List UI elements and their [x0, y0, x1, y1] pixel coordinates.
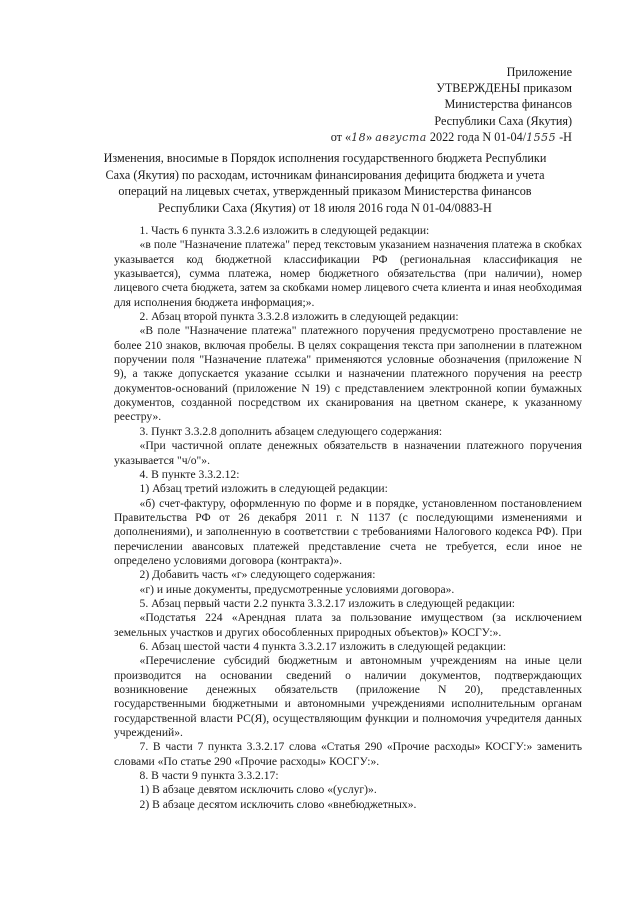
paragraph: 2) В абзаце десятом исключить слово «внебюджетных». — [139, 797, 417, 811]
approval-header — [252, 64, 572, 146]
paragraph: «в поле "Назначение платежа" перед текстовым указанием назначения платежа в скобках указывается код бюджетной классификации РФ (региональная классификация не указывается), сумма платежа, номер бюджетного обязательства (при наличии), номер лицевого счета бюджета, затем за скобками номер лицевого счета клиента и иная необходимая для исполнения бюджета информация;». — [114, 238, 582, 309]
paragraph: «г) и иные документы, предусмотренные условиями договора». — [139, 582, 455, 596]
paragraph: «б) счет-фактуру, оформленную по форме и в порядке, установленном постановлением Правительства РФ от 26 декабря 2011 г. N 1137 (с последующими изменениями и дополнениями), и заполненную в соответствии с требованиями Налогового кодекса РФ). При перечислении авансовых платежей представление счета не требуется, если иное не определено условиями договора (контракта)». — [114, 496, 582, 567]
header-date-line — [252, 129, 572, 146]
paragraph: 2) Добавить часть «г» следующего содержания: — [139, 568, 376, 582]
paragraph: 5. Абзац первый части 2.2 пункта 3.3.2.17 изложить в следующей редакции: — [139, 596, 516, 610]
paragraph: «Подстатья 224 «Арендная плата за пользование имуществом (за исключением земельных участков и других обособленных природных объектов)» КОСГУ:». — [114, 611, 582, 639]
date-mid: » — [366, 129, 376, 144]
paragraph: «При частичной оплате денежных обязательств в назначении платежного поручения указывается "ч/о"». — [114, 439, 582, 467]
document-title: Изменения, вносимые в Порядок исполнения государственного бюджета Республики Саха (Якутия) по расходам, источникам финансирования дефицита бюджета и учета операций на лицевых счетах, утвержденный приказом Министерства финансов Республики Саха (Якутия) от 18 июля 2016 года N 01-04/0883-Н — [103, 151, 547, 215]
header-line-ministry: Министерства финансов — [444, 97, 572, 112]
handwritten-month: августа — [375, 130, 427, 144]
order-tail: -Н — [556, 129, 572, 144]
handwritten-day: 18 — [351, 130, 367, 144]
paragraph: 8. В части 9 пункта 3.3.2.17: — [139, 769, 279, 783]
handwritten-order-number: 1555 — [526, 130, 557, 144]
paragraph: 3. Пункт 3.3.2.8 дополнить абзацем следующего содержания: — [139, 424, 443, 438]
paragraph: «В поле "Назначение платежа" платежного поручения предусмотрено проставление не более 210 знаков, включая пробелы. В целях сокращения текста при заполнении в платежном поручении поля "Назначение платежа" применяются условные обозначения (приложение N 9), а также допускается указание ссылки и назначении платежного поручения на реестр документов-оснований (приложение N 19) с представлением электронной копии бумажных документов, созданной посредством их сканирования на цветном сканере, к указанному реестру». — [114, 324, 582, 424]
paragraph: 7. В части 7 пункта 3.3.2.17 слова «Статья 290 «Прочие расходы» КОСГУ:» заменить словами «По статье 290 «Прочие расходы» КОСГУ:». — [114, 740, 582, 768]
date-suffix: 2022 года N 01-04/ — [426, 129, 527, 144]
paragraph: 6. Абзац шестой части 4 пункта 3.3.2.17 изложить в следующей редакции: — [139, 639, 507, 653]
header-line-appendix: Приложение — [506, 65, 572, 79]
date-prefix: от « — [330, 129, 352, 144]
paragraph: «Перечисление субсидий бюджетным и автономным учреждениям на иные цели производится на основании сведений о наличии документов, подтверждающих возникновение денежных обязательств (приложение N 20), представленных государственными бюджетными и автономными учреждениями исполнительным органам государственной власти РС(Я), осуществляющим функции и полномочия учредителя данных учреждений». — [114, 654, 582, 740]
document-body — [114, 224, 582, 812]
paragraph: 1. Часть 6 пункта 3.3.2.6 изложить в следующей редакции: — [139, 224, 430, 237]
paragraph: 2. Абзац второй пункта 3.3.2.8 изложить в следующей редакции: — [139, 310, 459, 324]
header-line-approved: УТВЕРЖДЕНЫ приказом — [436, 81, 572, 96]
paragraph: 1) Абзац третий изложить в следующей редакции: — [139, 482, 388, 496]
paragraph: 1) В абзаце девятом исключить слово «(услуг)». — [139, 783, 377, 797]
paragraph: 4. В пункте 3.3.2.12: — [139, 467, 240, 481]
header-line-republic: Республики Саха (Якутия) — [434, 113, 572, 128]
